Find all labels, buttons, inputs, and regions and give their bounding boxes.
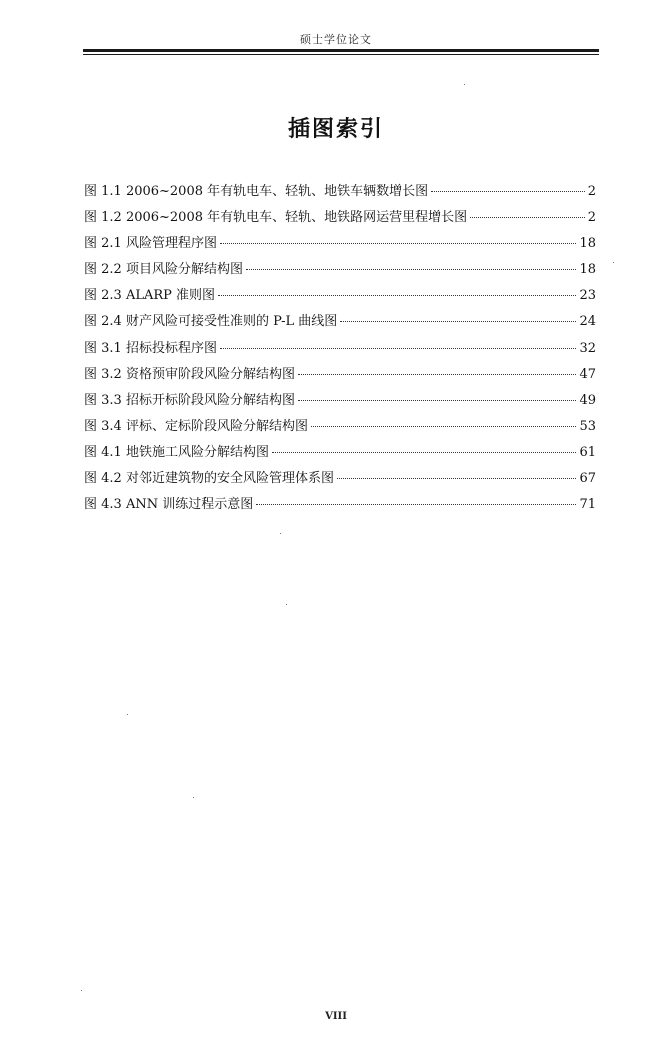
toc-entry-label: 图 3.1 招标投标程序图 — [84, 340, 217, 356]
toc-entry-label: 图 2.4 财产风险可接受性准则的 P-L 曲线图 — [84, 314, 338, 330]
toc-entry[interactable] — [84, 283, 596, 309]
toc-entry-page: 2 — [587, 184, 596, 199]
dot-leader — [220, 348, 577, 349]
dot-leader — [470, 217, 585, 218]
toc-entry-page: 2 — [587, 210, 596, 226]
dot-leader — [298, 374, 577, 375]
scan-speck — [81, 990, 82, 991]
toc-entry[interactable] — [84, 205, 596, 231]
toc-entry[interactable] — [84, 492, 596, 518]
toc-entry-label: 图 3.3 招标开标阶段风险分解结构图 — [84, 392, 295, 408]
dot-leader — [337, 478, 577, 479]
toc-entry-label: 图 2.1 风险管理程序图 — [84, 236, 217, 252]
toc-entry-label: 图 2.3 ALARP 准则图 — [84, 288, 216, 304]
toc-entry[interactable] — [84, 179, 596, 205]
toc-entry[interactable] — [84, 257, 596, 283]
toc-entry[interactable] — [84, 362, 596, 388]
page-title: 插图索引 — [287, 117, 384, 142]
scan-speck — [613, 262, 614, 263]
dot-leader — [246, 269, 577, 270]
scan-speck — [464, 84, 465, 85]
toc-entry-page: 23 — [579, 288, 596, 304]
scan-speck — [127, 714, 128, 715]
toc-entry-page: 53 — [579, 418, 596, 434]
toc-entry-label: 图 1.2 2006~2008 年有轨电车、轻轨、地铁路网运营里程增长图 — [84, 210, 468, 226]
toc-entry[interactable] — [84, 466, 596, 492]
toc-entry[interactable] — [84, 388, 596, 414]
scan-speck — [286, 604, 287, 605]
header-rule-thin — [83, 54, 599, 55]
dot-leader — [431, 191, 585, 192]
toc-entry-page: 18 — [579, 236, 596, 252]
toc-entry-page: 49 — [579, 392, 596, 408]
toc-entry[interactable] — [84, 440, 596, 466]
toc-entry-label: 图 1.1 2006~2008 年有轨电车、轻轨、地铁车辆数增长图 — [84, 184, 429, 199]
toc-entry-page: 24 — [579, 314, 596, 330]
toc-entry-page: 18 — [579, 262, 596, 278]
dot-leader — [256, 504, 576, 505]
toc-entry-page: 61 — [579, 444, 596, 460]
toc-entry-page: 67 — [579, 471, 596, 487]
toc-entry[interactable] — [84, 336, 596, 362]
header-rule-thick — [83, 49, 599, 52]
dot-leader — [218, 295, 576, 296]
toc-entry[interactable] — [84, 414, 596, 440]
toc-entry-label: 图 3.2 资格预审阶段风险分解结构图 — [84, 366, 295, 382]
scan-speck — [280, 533, 281, 534]
toc-entry-label: 图 4.1 地铁施工风险分解结构图 — [84, 444, 269, 460]
figure-index-list — [84, 179, 596, 518]
running-header: 硕士学位论文 — [300, 33, 372, 46]
toc-entry[interactable] — [84, 231, 596, 257]
toc-entry-label: 图 4.3 ANN 训练过程示意图 — [84, 497, 254, 513]
dot-leader — [220, 243, 577, 244]
toc-entry-page: 71 — [579, 497, 596, 513]
toc-entry-label: 图 4.2 对邻近建筑物的安全风险管理体系图 — [84, 471, 334, 487]
toc-entry-label: 图 3.4 评标、定标阶段风险分解结构图 — [84, 418, 308, 434]
toc-entry-page: 32 — [579, 340, 596, 356]
toc-entry[interactable] — [84, 309, 596, 335]
dot-leader — [311, 426, 577, 427]
scan-speck — [193, 797, 194, 798]
toc-entry-label: 图 2.2 项目风险分解结构图 — [84, 262, 243, 278]
toc-entry-page: 47 — [579, 366, 596, 382]
dot-leader — [272, 452, 577, 453]
dot-leader — [298, 400, 577, 401]
page-number: VIII — [325, 1011, 347, 1022]
dot-leader — [340, 321, 576, 322]
